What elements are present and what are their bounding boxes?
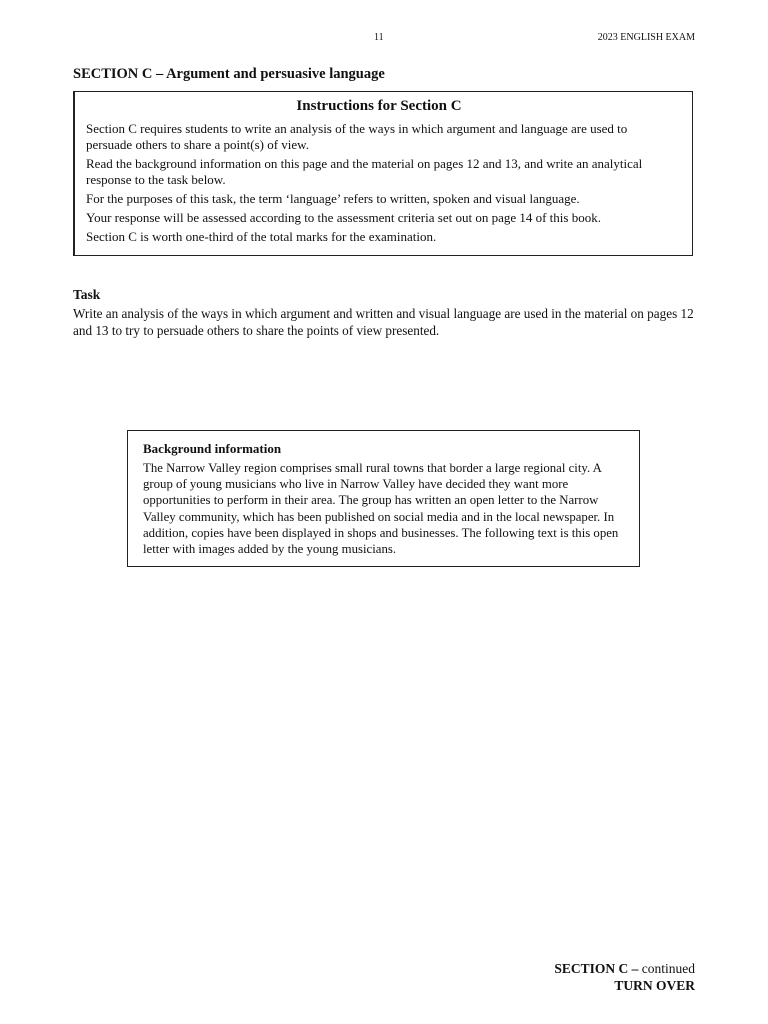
section-heading: SECTION C – Argument and persuasive language (73, 66, 385, 82)
task-heading: Task (73, 287, 101, 302)
footer-continued: continued (641, 961, 695, 976)
instructions-box (73, 91, 693, 256)
instructions-paragraph: Your response will be assessed according to the assessment criteria set out on page 14 of this book. (86, 210, 601, 225)
background-heading: Background information (143, 441, 282, 456)
footer-turn-over: TURN OVER (614, 978, 695, 993)
task-text: Write an analysis of the ways in which argument and written and visual language are used in the material on pages 12 and 13 to try to persuade others to share the points of view presented. (73, 306, 694, 338)
footer-section-label: SECTION C – (554, 961, 639, 976)
instructions-paragraph: Section C requires students to write an analysis of the ways in which argument and language are used to persuade others to share a point(s) of view. (86, 121, 628, 152)
exam-title: 2023 ENGLISH EXAM (597, 32, 695, 43)
page-number: 11 (374, 32, 384, 43)
footer-continued-line (554, 960, 695, 977)
footer (554, 960, 695, 994)
background-text: The Narrow Valley region comprises small rural towns that border a large regional city. A group of young musicians who live in Narrow Valley have decided they want more opportunities to perform in their area. The group has written an open letter to the Narrow Valley community, which has been published on social media and in the local newspaper. In addition, copies have been displayed in shops and businesses. The following text is this open letter with images added by the young musicians. (143, 461, 619, 557)
instructions-paragraph: Section C is worth one-third of the total marks for the examination. (86, 229, 437, 244)
instructions-heading: Instructions for Section C (296, 98, 462, 114)
background-box (127, 430, 640, 567)
instructions-paragraph: Read the background information on this page and the material on pages 12 and 13, and write an analytical response to the task below. (86, 156, 643, 187)
instructions-paragraph: For the purposes of this task, the term ‘language’ refers to written, spoken and visual language. (86, 191, 580, 206)
